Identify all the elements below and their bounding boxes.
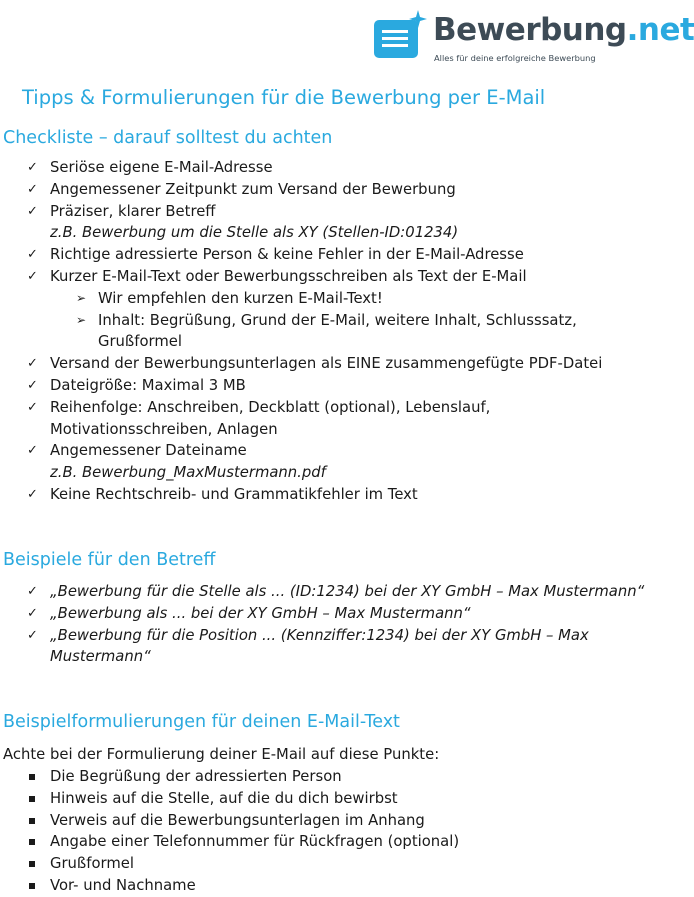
arrow-right-icon: ➢	[76, 290, 87, 305]
email-text-intro: Achte bei der Formulierung deiner E-Mail auf diese Punkte:	[3, 746, 440, 763]
list-item: ✓ Präziser, klarer Betreff z.B. Bewerbung um die Stelle als XY (Stellen-ID:01234)	[27, 202, 459, 242]
logo-tagline: Alles für deine erfolgreiche Bewerbung	[434, 53, 596, 63]
check-icon: ✓	[27, 605, 38, 621]
check-icon: ✓	[27, 268, 38, 284]
check-icon: ✓	[27, 627, 38, 643]
list-item: ✓ Versand der Bewerbungsunterlagen als EINE zusammengefügte PDF-Datei	[0, 353, 681, 375]
list-item: ✓ Kurzer E-Mail-Text oder Bewerbungsschreiben als Text der E-Mail ➢ Wir empfehlen den kurzen E-Mail-Text! ➢ Inhalt: Begrüßung, Grund der E-Mail, weitere Inhalt, Schlusssatz, Grußformel	[0, 266, 681, 353]
list-item: Hinweis auf die Stelle, auf die du dich bewirbst	[0, 788, 681, 810]
example-text: z.B. Bewerbung um die Stelle als XY (Stellen-ID:01234)	[50, 224, 459, 242]
sub-list-item: ➢ Inhalt: Begrüßung, Grund der E-Mail, weitere Inhalt, Schlusssatz, Grußformel	[76, 311, 577, 351]
list-item: ✓ „Bewerbung als ... bei der XY GmbH – Max Mustermann“	[0, 603, 681, 625]
check-icon: ✓	[27, 443, 38, 459]
page-title: Tipps & Formulierungen für die Bewerbung per E-Mail	[22, 86, 546, 109]
email-text-points	[0, 766, 681, 897]
sub-list	[50, 288, 651, 353]
check-icon: ✓	[27, 247, 38, 263]
square-bullet-icon	[29, 839, 35, 845]
list-item: ✓ „Bewerbung für die Position ... (Kennziffer:1234) bei der XY GmbH – Max Mustermann“	[27, 626, 589, 666]
sub-list-item: ➢ Wir empfehlen den kurzen E-Mail-Text!	[50, 288, 651, 310]
square-bullet-icon	[29, 774, 35, 780]
check-icon: ✓	[27, 181, 38, 197]
list-item: ✓ Angemessener Zeitpunkt zum Versand der Bewerbung	[0, 179, 681, 201]
list-item: ✓ Richtige adressierte Person & keine Fehler in der E-Mail-Adresse	[0, 244, 681, 266]
list-item: ✓ Reihenfolge: Anschreiben, Deckblatt (optional), Lebenslauf, Motivationsschreiben, Anlagen	[27, 398, 491, 438]
logo-wordmark: Bewerbung.net	[433, 12, 694, 48]
list-item: ✓ Dateigröße: Maximal 3 MB	[0, 375, 681, 397]
list-item: Verweis auf die Bewerbungsunterlagen im Anhang	[0, 810, 681, 832]
check-icon: ✓	[27, 356, 38, 372]
list-item: ✓ Seriöse eigene E-Mail-Adresse	[0, 157, 681, 179]
list-item: Vor- und Nachname	[0, 875, 681, 897]
list-item: Angabe einer Telefonnummer für Rückfragen (optional)	[0, 831, 681, 853]
document-sparkle-icon	[374, 10, 428, 60]
check-icon: ✓	[27, 399, 38, 415]
list-item: ✓ „Bewerbung für die Stelle als ... (ID:1234) bei der XY GmbH – Max Mustermann“	[0, 581, 681, 603]
square-bullet-icon	[29, 818, 35, 824]
list-item: ✓ Angemessener Dateiname z.B. Bewerbung_MaxMustermann.pdf	[27, 442, 326, 482]
square-bullet-icon	[29, 796, 35, 802]
checklist	[0, 157, 681, 506]
example-text: z.B. Bewerbung_MaxMustermann.pdf	[50, 464, 326, 482]
list-item: Die Begrüßung der adressierten Person	[0, 766, 681, 788]
brand-logo	[374, 6, 694, 66]
email-text-heading: Beispielformulierungen für deinen E-Mail-Text	[3, 712, 400, 732]
list-item: Grußformel	[0, 853, 681, 875]
square-bullet-icon	[29, 861, 35, 867]
subject-examples-list	[0, 581, 681, 668]
checklist-heading: Checkliste – darauf solltest du achten	[3, 128, 333, 148]
square-bullet-icon	[29, 883, 35, 889]
check-icon: ✓	[27, 203, 38, 219]
check-icon: ✓	[27, 584, 38, 599]
arrow-right-icon: ➢	[76, 312, 87, 327]
list-item: ✓ Keine Rechtschreib- und Grammatikfehler im Text	[0, 484, 681, 506]
check-icon: ✓	[27, 486, 38, 502]
check-icon: ✓	[27, 160, 38, 175]
subject-examples-heading: Beispiele für den Betreff	[3, 550, 216, 570]
check-icon: ✓	[27, 377, 38, 393]
